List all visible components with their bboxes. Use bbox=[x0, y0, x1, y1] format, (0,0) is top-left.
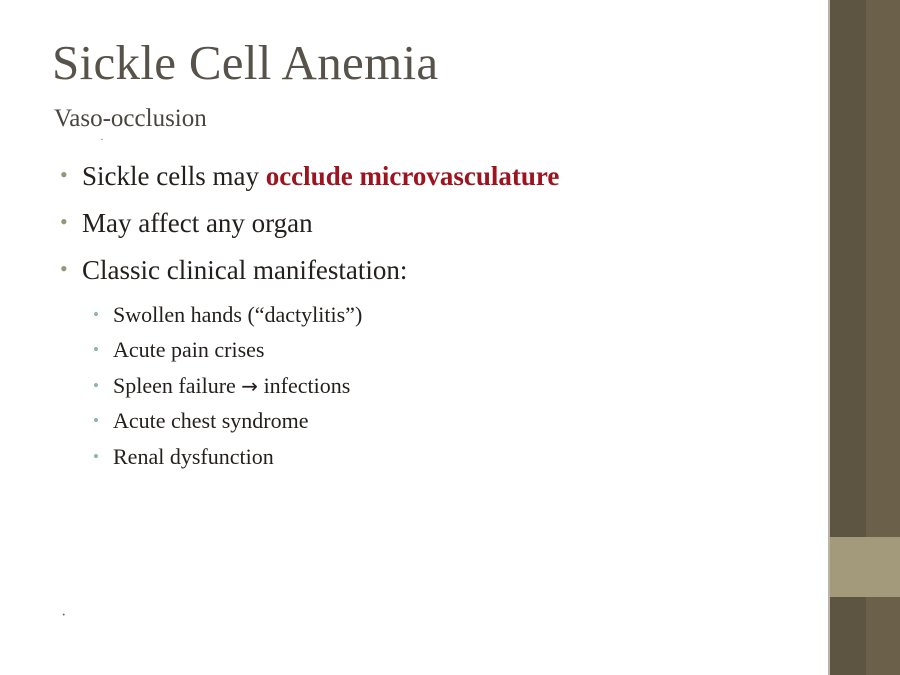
slide-vertical-divider bbox=[828, 0, 830, 675]
sub-bullet-text-before: Spleen failure bbox=[113, 372, 242, 398]
list-item bbox=[60, 301, 820, 329]
list-item bbox=[60, 207, 820, 240]
sub-bullet-text: Swollen hands (“dactylitis”) bbox=[113, 301, 363, 327]
slide-subtitle: Vaso-occlusion bbox=[54, 105, 207, 132]
stray-dot-bottom: · bbox=[61, 607, 67, 624]
list-item bbox=[60, 372, 820, 400]
list-item bbox=[60, 336, 820, 364]
sub-bullet-text: Acute pain crises bbox=[113, 337, 265, 363]
bullet-text-plain: Sickle cells may bbox=[82, 161, 266, 191]
bullet-text-highlight: occlude microvasculature bbox=[265, 161, 560, 191]
sub-bullet-icon: • bbox=[93, 375, 99, 395]
sub-list bbox=[60, 301, 820, 471]
bullet-icon: • bbox=[60, 162, 68, 187]
bullet-text: Classic clinical manifestation: bbox=[82, 254, 408, 285]
slide-side-decoration bbox=[830, 0, 900, 675]
bullet-icon: • bbox=[60, 255, 68, 281]
list-item bbox=[60, 254, 820, 287]
sub-bullet-text: Renal dysfunction bbox=[113, 443, 274, 469]
sub-bullet-icon: • bbox=[93, 411, 99, 431]
bullet-icon: • bbox=[60, 208, 68, 234]
list-item bbox=[60, 443, 820, 471]
sidebar-accent-block bbox=[830, 537, 900, 597]
stray-dot-top: · bbox=[100, 132, 104, 146]
sub-bullet-text-after: infections bbox=[258, 372, 351, 398]
list-item bbox=[60, 407, 820, 435]
sub-bullet-text bbox=[113, 372, 350, 400]
bullet-text: May affect any organ bbox=[82, 207, 313, 238]
slide-title: Sickle Cell Anemia bbox=[52, 35, 439, 90]
arrow-icon: → bbox=[241, 373, 259, 398]
list-item bbox=[60, 160, 820, 193]
sub-bullet-text: Acute chest syndrome bbox=[113, 408, 309, 434]
slide-body bbox=[60, 160, 820, 478]
sub-bullet-icon: • bbox=[93, 340, 99, 360]
bullet-text bbox=[82, 160, 559, 193]
sub-bullet-icon: • bbox=[93, 446, 99, 466]
sub-bullet-icon: • bbox=[93, 304, 99, 324]
